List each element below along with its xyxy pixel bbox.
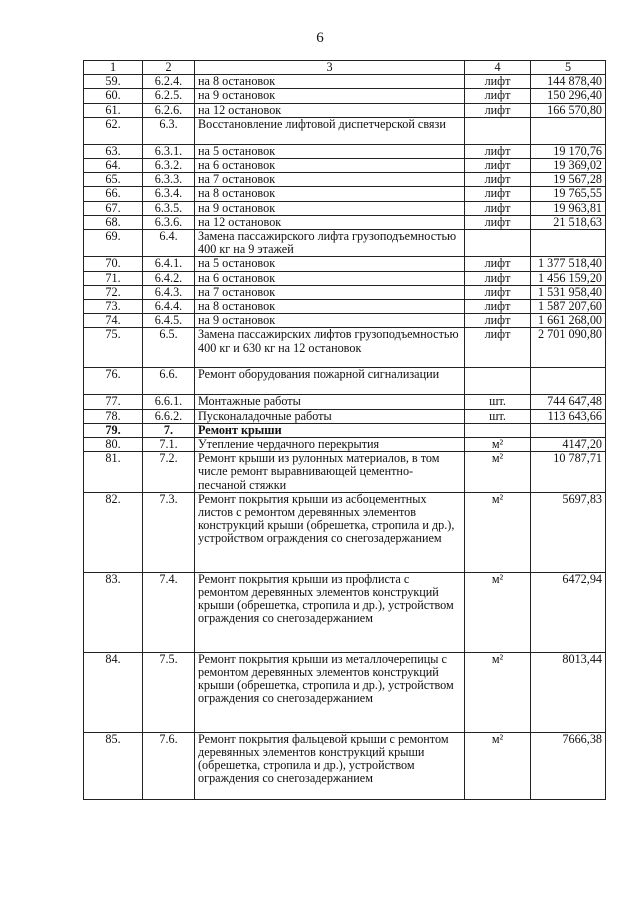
work-name: на 5 остановок (195, 144, 465, 158)
work-name: Замена пассажирских лифтов грузоподъемностью 400 кг и 630 кг на 12 остановок (195, 328, 465, 368)
unit-of-measure: лифт (465, 159, 531, 173)
row-number: 64. (84, 159, 143, 173)
table-row (84, 215, 606, 229)
table-row (84, 572, 606, 652)
unit-of-measure: м² (465, 452, 531, 493)
price-value: 744 647,48 (531, 395, 606, 409)
row-number: 82. (84, 492, 143, 572)
work-name: на 12 остановок (195, 103, 465, 117)
unit-of-measure: лифт (465, 144, 531, 158)
unit-of-measure: лифт (465, 187, 531, 201)
unit-of-measure: лифт (465, 257, 531, 271)
price-value: 8013,44 (531, 652, 606, 732)
work-name: Ремонт покрытия фальцевой крыши с ремонтом деревянных элементов конструкций крыши (обрешетка, стропила и др.), устройством ограждения со снегозадержанием (195, 732, 465, 799)
item-code: 6.3. (143, 117, 195, 144)
column-header: 1 (84, 61, 143, 75)
table-row (84, 395, 606, 409)
work-name: Ремонт покрытия крыши из металлочерепицы с ремонтом деревянных элементов конструкций крыши (обрешетка, стропила и др.), устройством ограждения со снегозадержанием (195, 652, 465, 732)
work-name: на 8 остановок (195, 75, 465, 89)
price-value: 19 369,02 (531, 159, 606, 173)
table-row (84, 285, 606, 299)
price-value: 113 643,66 (531, 409, 606, 423)
row-number: 75. (84, 328, 143, 368)
item-code: 7.1. (143, 438, 195, 452)
work-name: на 7 остановок (195, 173, 465, 187)
item-code: 7.6. (143, 732, 195, 799)
table-row (84, 187, 606, 201)
table-row (84, 75, 606, 89)
row-number: 70. (84, 257, 143, 271)
unit-of-measure: лифт (465, 215, 531, 229)
price-value: 21 518,63 (531, 215, 606, 229)
work-name: на 8 остановок (195, 187, 465, 201)
work-name: на 8 остановок (195, 300, 465, 314)
price-value: 166 570,80 (531, 103, 606, 117)
price-value (531, 368, 606, 395)
row-number: 77. (84, 395, 143, 409)
work-name: Пусконаладочные работы (195, 409, 465, 423)
item-code: 6.4.3. (143, 285, 195, 299)
price-value: 10 787,71 (531, 452, 606, 493)
price-value: 19 765,55 (531, 187, 606, 201)
table-row (84, 257, 606, 271)
row-number: 71. (84, 271, 143, 285)
price-value: 5697,83 (531, 492, 606, 572)
unit-of-measure: шт. (465, 409, 531, 423)
unit-of-measure: м² (465, 492, 531, 572)
work-name: Ремонт покрытия крыши из асбоцементных листов с ремонтом деревянных элементов конструкций крыши (обрешетка, стропила и др.), устройством ограждения со снегозадержанием (195, 492, 465, 572)
item-code: 6.3.5. (143, 201, 195, 215)
unit-of-measure: лифт (465, 271, 531, 285)
item-code: 6.2.6. (143, 103, 195, 117)
column-header: 2 (143, 61, 195, 75)
page-number: 6 (316, 30, 324, 46)
row-number: 84. (84, 652, 143, 732)
unit-of-measure (465, 230, 531, 257)
row-number: 69. (84, 230, 143, 257)
item-code: 7.4. (143, 572, 195, 652)
item-code: 6.6. (143, 368, 195, 395)
unit-of-measure: лифт (465, 103, 531, 117)
work-name: на 6 остановок (195, 271, 465, 285)
unit-of-measure: лифт (465, 173, 531, 187)
unit-of-measure: лифт (465, 314, 531, 328)
item-code: 6.3.2. (143, 159, 195, 173)
row-number: 81. (84, 452, 143, 493)
unit-of-measure: шт. (465, 395, 531, 409)
table-row (84, 159, 606, 173)
table-row (84, 271, 606, 285)
item-code: 7.5. (143, 652, 195, 732)
item-code: 6.2.4. (143, 75, 195, 89)
price-value: 6472,94 (531, 572, 606, 652)
row-number: 63. (84, 144, 143, 158)
item-code: 6.3.3. (143, 173, 195, 187)
table-row (84, 328, 606, 368)
work-name: на 12 остановок (195, 215, 465, 229)
row-number: 80. (84, 438, 143, 452)
table-row (84, 452, 606, 493)
row-number: 62. (84, 117, 143, 144)
row-number: 73. (84, 300, 143, 314)
work-name: Ремонт покрытия крыши из профлиста с ремонтом деревянных элементов конструкций крыши (обрешетка, стропила и др.), устройством ограждения со снегозадержанием (195, 572, 465, 652)
price-value: 19 963,81 (531, 201, 606, 215)
unit-of-measure (465, 368, 531, 395)
row-number: 68. (84, 215, 143, 229)
table-header-row (84, 61, 606, 75)
unit-of-measure: лифт (465, 285, 531, 299)
item-code: 6.4.5. (143, 314, 195, 328)
item-code: 6.4.1. (143, 257, 195, 271)
work-name: Утепление чердачного перекрытия (195, 438, 465, 452)
work-name: на 6 остановок (195, 159, 465, 173)
unit-of-measure: лифт (465, 300, 531, 314)
item-code: 6.4.4. (143, 300, 195, 314)
table-row (84, 409, 606, 423)
price-value: 1 531 958,40 (531, 285, 606, 299)
row-number: 78. (84, 409, 143, 423)
table-row (84, 300, 606, 314)
item-code: 6.4.2. (143, 271, 195, 285)
price-value (531, 117, 606, 144)
work-name: Ремонт крыши (195, 423, 465, 437)
price-value: 1 661 268,00 (531, 314, 606, 328)
work-name: Монтажные работы (195, 395, 465, 409)
row-number: 72. (84, 285, 143, 299)
unit-of-measure: лифт (465, 328, 531, 368)
row-number: 74. (84, 314, 143, 328)
price-value: 150 296,40 (531, 89, 606, 103)
unit-of-measure: м² (465, 438, 531, 452)
table-row (84, 314, 606, 328)
table-row (84, 144, 606, 158)
row-number: 66. (84, 187, 143, 201)
item-code: 7. (143, 423, 195, 437)
item-code: 6.5. (143, 328, 195, 368)
work-name: Ремонт оборудования пожарной сигнализации (195, 368, 465, 395)
column-header: 4 (465, 61, 531, 75)
table-row (84, 438, 606, 452)
unit-of-measure: лифт (465, 75, 531, 89)
row-number: 83. (84, 572, 143, 652)
table-row (84, 423, 606, 437)
price-table (83, 60, 606, 800)
table-row (84, 368, 606, 395)
item-code: 7.2. (143, 452, 195, 493)
row-number: 60. (84, 89, 143, 103)
table-row (84, 492, 606, 572)
price-value: 19 567,28 (531, 173, 606, 187)
unit-of-measure: м² (465, 732, 531, 799)
table-row (84, 103, 606, 117)
unit-of-measure: м² (465, 572, 531, 652)
work-name: на 9 остановок (195, 201, 465, 215)
work-name: Замена пассажирского лифта грузоподъемностью 400 кг на 9 этажей (195, 230, 465, 257)
work-name: на 5 остановок (195, 257, 465, 271)
table-row (84, 732, 606, 799)
item-code: 6.6.1. (143, 395, 195, 409)
row-number: 79. (84, 423, 143, 437)
column-header: 3 (195, 61, 465, 75)
row-number: 76. (84, 368, 143, 395)
table-row (84, 89, 606, 103)
table-row (84, 201, 606, 215)
price-value: 4147,20 (531, 438, 606, 452)
work-name: Ремонт крыши из рулонных материалов, в том числе ремонт выравнивающей цементно-песчаной стяжки (195, 452, 465, 493)
item-code: 6.3.4. (143, 187, 195, 201)
work-name: на 7 остановок (195, 285, 465, 299)
table-row (84, 117, 606, 144)
item-code: 6.3.6. (143, 215, 195, 229)
item-code: 6.3.1. (143, 144, 195, 158)
unit-of-measure (465, 423, 531, 437)
price-value: 1 377 518,40 (531, 257, 606, 271)
work-name: на 9 остановок (195, 314, 465, 328)
item-code: 6.4. (143, 230, 195, 257)
price-value: 7666,38 (531, 732, 606, 799)
item-code: 6.6.2. (143, 409, 195, 423)
row-number: 61. (84, 103, 143, 117)
unit-of-measure: м² (465, 652, 531, 732)
price-value: 1 456 159,20 (531, 271, 606, 285)
price-value: 2 701 090,80 (531, 328, 606, 368)
item-code: 7.3. (143, 492, 195, 572)
item-code: 6.2.5. (143, 89, 195, 103)
row-number: 67. (84, 201, 143, 215)
table-row (84, 173, 606, 187)
work-name: Восстановление лифтовой диспетчерской связи (195, 117, 465, 144)
table-row (84, 230, 606, 257)
unit-of-measure: лифт (465, 201, 531, 215)
price-value: 19 170,76 (531, 144, 606, 158)
row-number: 65. (84, 173, 143, 187)
unit-of-measure: лифт (465, 89, 531, 103)
price-value: 1 587 207,60 (531, 300, 606, 314)
row-number: 59. (84, 75, 143, 89)
row-number: 85. (84, 732, 143, 799)
table-row (84, 652, 606, 732)
price-value (531, 423, 606, 437)
work-name: на 9 остановок (195, 89, 465, 103)
unit-of-measure (465, 117, 531, 144)
price-value (531, 230, 606, 257)
column-header: 5 (531, 61, 606, 75)
price-value: 144 878,40 (531, 75, 606, 89)
